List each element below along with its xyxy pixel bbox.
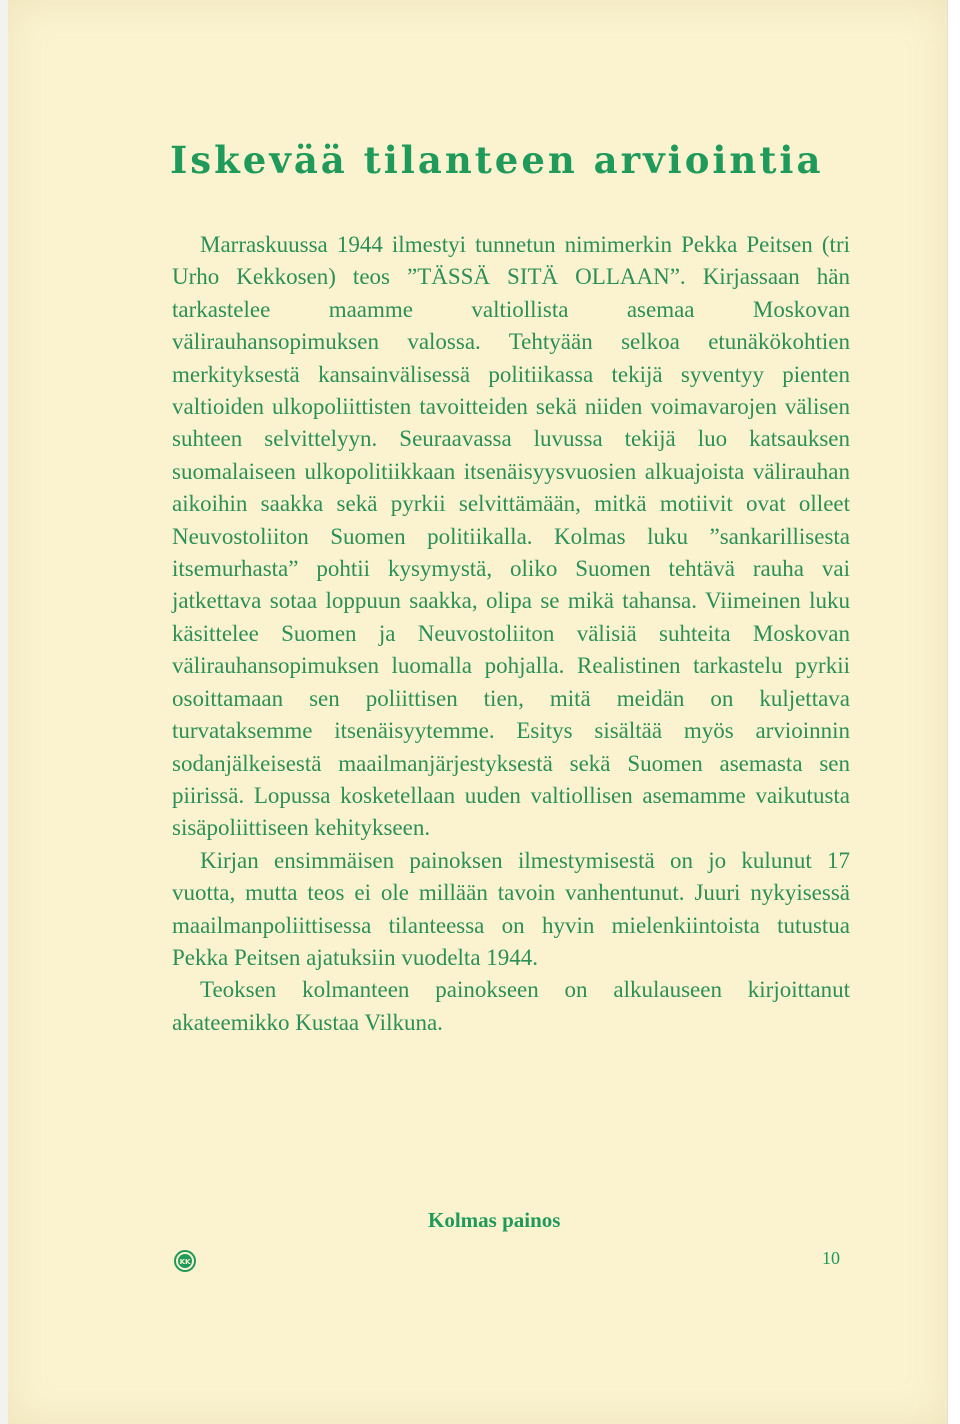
edition-label: Kolmas painos bbox=[428, 1208, 561, 1232]
paragraph: Kirjan ensimmäisen painoksen ilmestymisestä on jo kulunut 17 vuotta, mutta teos ei ole millään tavoin vanhentunut. Juuri nykyisessä maailmanpoliittisessa tilanteessa on hyvin mielenkiintoista tutustua Pekka Peitsen ajatuksiin vuodelta 1944. bbox=[172, 847, 850, 970]
paragraph: Teoksen kolmanteen painokseen on alkulauseen kirjoittanut akateemikko Kustaa Vilkuna. bbox=[172, 977, 850, 1035]
headline: Iskevää tilanteen arviointia bbox=[170, 138, 824, 182]
blurb-text bbox=[172, 229, 850, 1039]
page-edge-right bbox=[947, 0, 960, 1424]
page-number: 10 bbox=[822, 1248, 840, 1268]
publisher-logo-icon bbox=[174, 1250, 196, 1272]
page-edge-left bbox=[0, 0, 8, 1424]
publisher-logo-mark: KK bbox=[179, 1258, 191, 1266]
paragraph: Marraskuussa 1944 ilmestyi tunnetun nimimerkin Pekka Peitsen (tri Urho Kekkosen) teos ”TÄSSÄ SITÄ OLLAAN”. Kirjassaan hän tarkastelee maamme valtiollista asemaa Moskovan välirauhansopimuksen valossa. Tehtyään selkoa etunäkökohtien merkityksestä kansainvälisessä politiikassa tekijä syventyy pienten valtioiden ulkopoliittisten tavoitteiden sekä niiden voimavarojen välisen suhteen selvittelyyn. Seuraavassa luvussa tekijä luo katsauksen suomalaiseen ulkopolitiikkaan itsenäisyysvuosien alkuajoista välirauhan aikoihin saakka sekä pyrkii selvittämään, mitkä motiivit ovat olleet Neuvostoliiton Suomen politiikalla. Kolmas luku ”sankarillisesta itsemurhasta” pohtii kysymystä, oliko Suomen tehtävä rauha vai jatkettava sotaa loppuun saakka, olipa se mikä tahansa. Viimeinen luku käsittelee Suomen ja Neuvostoliiton välisiä suhteita Moskovan välirauhansopimuksen luomalla pohjalla. Realistinen tarkastelu pyrkii osoittamaan sen poliittisen tien, mitä meidän on kuljettava turvataksemme itsenäisyytemme. Esitys sisältää myös arvioinnin sodanjälkeisestä maailmanjärjestyksestä sekä Suomen asemasta sen piirissä. Lopussa kosketellaan uuden valtiollisen asemamme vaikutusta sisäpoliittiseen kehitykseen. bbox=[172, 232, 850, 841]
